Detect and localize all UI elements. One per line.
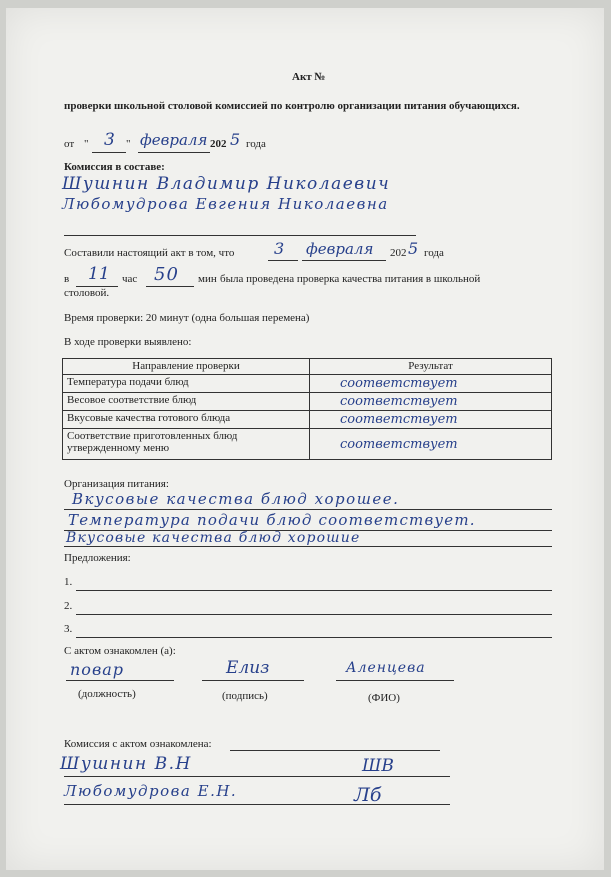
date-day: 3 [104, 130, 115, 150]
check-table [62, 358, 552, 460]
organization-line-2: Температура подачи блюд соответствует. [68, 511, 476, 529]
table-row [63, 375, 552, 393]
quote-open: " [84, 138, 89, 150]
proposal-number-1: 1. [64, 576, 73, 588]
organization-line-3: Вкусовые качества блюд хорошие [66, 530, 361, 546]
acquainted-fio: Аленцева [346, 660, 426, 676]
date-month: февраля [140, 131, 208, 149]
date-year-written: 5 [230, 130, 241, 149]
date-year-printed: 202 [210, 138, 227, 150]
table-cell-result: соответствует [310, 393, 552, 411]
check-time: Время проверки: 20 минут (одна большая перемена) [64, 312, 310, 324]
commission-ack-rule-2 [64, 804, 450, 805]
commission-line [64, 235, 416, 236]
proposal-number-3: 3. [64, 623, 73, 635]
organization-rule-3 [64, 546, 552, 547]
commission-ack-rule-0 [230, 750, 440, 751]
proposal-number-2: 2. [64, 600, 73, 612]
caption-position: (должность) [78, 688, 136, 700]
table-header-row [63, 359, 552, 375]
quote-close: " [126, 138, 131, 150]
commission-ack-label: Комиссия с актом ознакомлена: [64, 738, 212, 750]
proposal-line-1 [76, 590, 552, 591]
revealed-label: В ходе проверки выявлено: [64, 336, 192, 348]
document-page [6, 8, 604, 870]
act-subtitle: проверки школьной столовой комиссией по контролю организации питания обучающихся. [64, 100, 520, 112]
act-hour: 11 [88, 264, 110, 284]
proposal-line-3 [76, 637, 552, 638]
act-month: февраля [306, 240, 374, 258]
organization-label: Организация питания: [64, 478, 169, 490]
table-cell-result: соответствует [310, 411, 552, 429]
table-row [63, 429, 552, 460]
act-minutes: 50 [154, 264, 179, 285]
commission-ack-signature-1: ШВ [362, 756, 394, 776]
act-in: в [64, 273, 70, 285]
act-minutes-line [146, 286, 194, 287]
caption-fio: (ФИО) [368, 692, 400, 704]
table-cell-item: Вкусовые качества готового блюда [63, 411, 310, 429]
date-prefix: от [64, 138, 75, 150]
act-text-start: Составили настоящий акт в том, что [64, 247, 235, 259]
organization-rule-1 [64, 509, 552, 510]
act-title: Акт № [292, 71, 326, 83]
table-header-direction: Направление проверки [63, 359, 310, 375]
commission-member-1: Шушнин Владимир Николаевич [62, 174, 391, 194]
act-text-end2: столовой. [64, 287, 110, 299]
act-minutes-label: мин [198, 273, 217, 285]
acquainted-fio-line [336, 680, 454, 681]
table-cell-result: соответствует [310, 375, 552, 393]
date-month-line [138, 152, 210, 153]
commission-ack-member-2: Любомудрова Е.Н. [64, 782, 238, 800]
act-year-written: 5 [408, 239, 419, 258]
date-day-line [92, 152, 126, 153]
acquainted-signature-line [202, 680, 304, 681]
acquainted-label: С актом ознакомлен (а): [64, 645, 176, 657]
commission-member-2: Любомудрова Евгения Николаевна [62, 195, 389, 213]
caption-signature: (подпись) [222, 690, 268, 702]
proposal-line-2 [76, 614, 552, 615]
table-cell-item: Температура подачи блюд [63, 375, 310, 393]
commission-ack-rule-1 [64, 776, 450, 777]
table-cell-item: Весовое соответствие блюд [63, 393, 310, 411]
date-suffix: года [246, 138, 266, 150]
commission-label: Комиссия в составе: [64, 161, 165, 173]
act-text-end: была проведена проверка качества питания в школьной [220, 273, 481, 285]
acquainted-signature: Елиз [226, 658, 270, 678]
table-cell-result: соответствует [310, 429, 552, 460]
act-year-suffix: года [424, 247, 444, 259]
table-row [63, 393, 552, 411]
proposals-label: Предложения: [64, 552, 131, 564]
act-day: 3 [274, 239, 285, 258]
act-day-line [268, 260, 298, 261]
table-header-result: Результат [310, 359, 552, 375]
acquainted-position-line [66, 680, 174, 681]
table-row [63, 411, 552, 429]
act-hour-label: час [122, 273, 138, 285]
organization-line-1: Вкусовые качества блюд хорошее. [72, 490, 400, 508]
commission-ack-signature-2: Лб [354, 784, 382, 806]
table-cell-item: Соответствие приготовленных блюд утвержденному меню [63, 429, 310, 460]
commission-ack-member-1: Шушнин В.Н [60, 754, 192, 774]
act-year-printed: 202 [390, 247, 407, 259]
act-month-line [302, 260, 386, 261]
acquainted-position: повар [70, 660, 125, 679]
